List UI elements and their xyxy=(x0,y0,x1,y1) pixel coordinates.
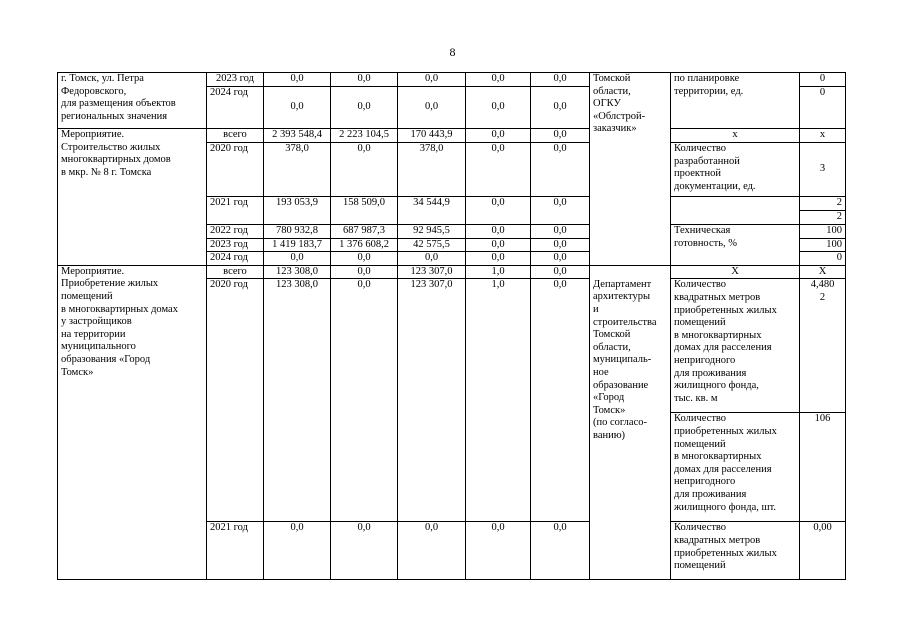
value-cell: 780 932,8 xyxy=(264,225,331,239)
value-cell: 378,0 xyxy=(264,143,331,197)
indicator-value-cell: X xyxy=(800,265,846,279)
executor-cell-empty xyxy=(590,265,671,279)
executor-cell: Томской области, ОГКУ «Облстрой- заказчик» xyxy=(590,73,671,266)
value-cell: 687 987,3 xyxy=(331,225,398,239)
year-cell: всего xyxy=(207,129,264,143)
value-cell: 0,0 xyxy=(466,129,531,143)
value-cell: 0,0 xyxy=(331,87,398,129)
value-cell: 0,0 xyxy=(331,279,398,522)
value-cell: 0,0 xyxy=(264,252,331,266)
indicator-cell: Количество разработанной проектной документации, ед. xyxy=(671,143,800,197)
value-cell: 1,0 xyxy=(466,265,531,279)
value-cell: 0,0 xyxy=(531,87,590,129)
year-cell: 2024 год xyxy=(207,87,264,129)
value-cell: 0,0 xyxy=(466,87,531,129)
value-cell: 0,0 xyxy=(264,522,331,580)
value-cell: 0,0 xyxy=(466,197,531,225)
value-cell: 92 945,5 xyxy=(398,225,466,239)
value-cell: 0,0 xyxy=(531,265,590,279)
indicator-cell: Количество квадратных метров приобретенных жилых помещений в многоквартирных домах для расселения непригодного для проживания жилищного фонда, тыс. кв. м xyxy=(671,279,800,413)
executor-cell: Департамент архитектуры и строительства Томской области, муниципаль- ное образование «Город Томск» (по согласо- ванию) xyxy=(590,279,671,580)
indicator-cell: Количество квадратных метров приобретенных жилых помещений xyxy=(671,522,800,580)
value-cell: 34 544,9 xyxy=(398,197,466,225)
value-cell: 0,0 xyxy=(531,73,590,87)
value-cell: 193 053,9 xyxy=(264,197,331,225)
page-number: 8 xyxy=(449,45,456,59)
value-cell: 1 419 183,7 xyxy=(264,238,331,252)
value-cell: 0,0 xyxy=(531,197,590,225)
value-cell: 0,0 xyxy=(531,225,590,239)
event-name-cell: г. Томск, ул. Петра Федоровского, для размещения объектов региональных значения xyxy=(58,73,207,129)
indicator-cell: Количество приобретенных жилых помещений в многоквартирных домах для расселения непригодного для проживания жилищного фонда, шт. xyxy=(671,413,800,522)
value-cell: 123 308,0 xyxy=(264,279,331,522)
indicator-cell: x xyxy=(671,129,800,143)
value-cell: 0,0 xyxy=(331,522,398,580)
year-cell: 2021 год xyxy=(207,197,264,225)
table-row xyxy=(58,265,846,279)
value-cell: 2 223 104,5 xyxy=(331,129,398,143)
table-row xyxy=(58,129,846,143)
value-cell: 0,0 xyxy=(466,73,531,87)
value-cell: 0,0 xyxy=(466,252,531,266)
year-cell: 2022 год xyxy=(207,225,264,239)
value-cell: 0,0 xyxy=(531,252,590,266)
indicator-value-cell: 106 xyxy=(800,413,846,522)
value-cell: 0,0 xyxy=(264,87,331,129)
event-name-cell: Мероприятие. Приобретение жилых помещений в многоквартирных домах у застройщиков на территории муниципального образования «Город Томск» xyxy=(58,265,207,580)
value-cell: 0,0 xyxy=(531,279,590,522)
value-cell: 0,0 xyxy=(531,143,590,197)
indicator-value-cell: 100 xyxy=(800,225,846,239)
value-cell: 0,0 xyxy=(398,73,466,87)
value-cell: 0,0 xyxy=(531,238,590,252)
value-cell: 1,0 xyxy=(466,279,531,522)
indicator-value-cell: 0 xyxy=(800,73,846,87)
event-name-cell: Мероприятие. Строительство жилых многоквартирных домов в мкр. № 8 г. Томска xyxy=(58,129,207,266)
value-cell: 0,0 xyxy=(398,87,466,129)
indicator-cell: по планировке территории, ед. xyxy=(671,73,800,129)
value-cell: 0,0 xyxy=(331,265,398,279)
year-cell: 2020 год xyxy=(207,143,264,197)
value-cell: 123 307,0 xyxy=(398,279,466,522)
year-cell: 2023 год xyxy=(207,73,264,87)
year-cell: 2020 год xyxy=(207,279,264,522)
indicator-cell: X xyxy=(671,265,800,279)
value-cell: 158 509,0 xyxy=(331,197,398,225)
value-cell: 123 307,0 xyxy=(398,265,466,279)
year-cell: 2021 год xyxy=(207,522,264,580)
value-cell: 0,0 xyxy=(466,522,531,580)
value-cell: 0,0 xyxy=(531,522,590,580)
value-cell: 123 308,0 xyxy=(264,265,331,279)
value-cell: 0,0 xyxy=(331,143,398,197)
year-cell: 2023 год xyxy=(207,238,264,252)
indicator-cell: Техническая готовность, % xyxy=(671,225,800,266)
value-cell: 2 393 548,4 xyxy=(264,129,331,143)
value-cell: 0,0 xyxy=(264,73,331,87)
value-cell: 0,0 xyxy=(531,129,590,143)
value-cell: 0,0 xyxy=(331,252,398,266)
value-cell: 42 575,5 xyxy=(398,238,466,252)
indicator-value-cell: 100 xyxy=(800,238,846,252)
year-cell: 2024 год xyxy=(207,252,264,266)
value-cell: 0,0 xyxy=(331,73,398,87)
value-cell: 378,0 xyxy=(398,143,466,197)
value-cell: 0,0 xyxy=(398,252,466,266)
value-cell: 1 376 608,2 xyxy=(331,238,398,252)
value-cell: 0,0 xyxy=(466,238,531,252)
indicator-value-cell: x xyxy=(800,129,846,143)
value-cell: 0,0 xyxy=(466,225,531,239)
year-cell: всего xyxy=(207,265,264,279)
value-cell: 170 443,9 xyxy=(398,129,466,143)
indicator-value-cell: 0 xyxy=(800,252,846,266)
indicator-value-cell: 2 2 xyxy=(800,197,846,225)
value-cell: 0,0 xyxy=(466,143,531,197)
value-cell: 0,0 xyxy=(398,522,466,580)
program-table xyxy=(57,72,846,580)
indicator-value-cell: 3 xyxy=(800,143,846,197)
indicator-value-cell: 4,480 2 xyxy=(800,279,846,413)
indicator-cell-empty xyxy=(671,197,800,225)
table-row xyxy=(58,73,846,87)
indicator-value-cell: 0 xyxy=(800,87,846,129)
indicator-value-cell: 0,00 xyxy=(800,522,846,580)
